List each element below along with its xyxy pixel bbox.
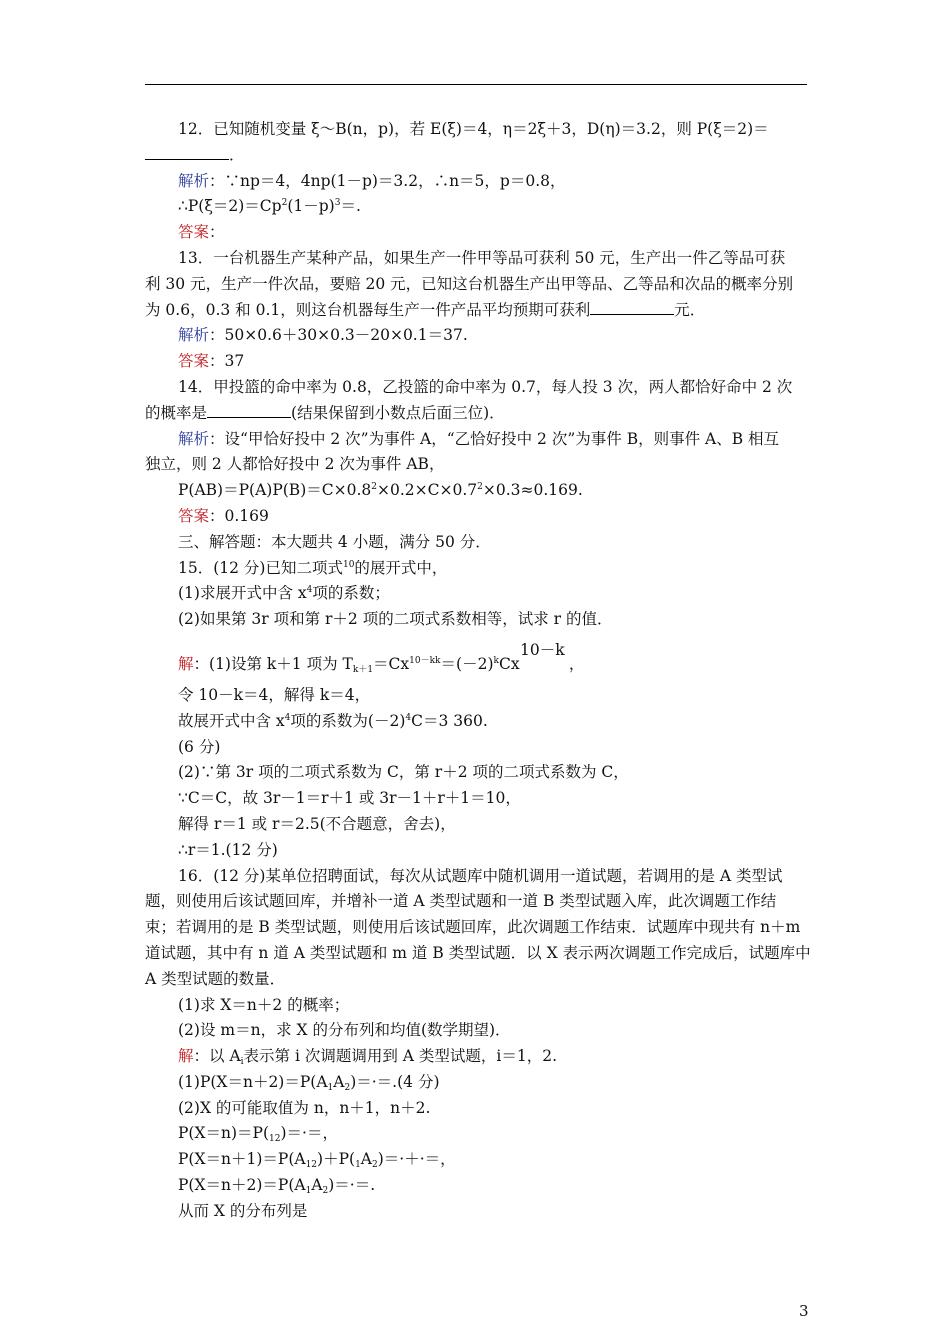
text-segment: P(X＝n)＝P( bbox=[178, 1124, 270, 1143]
text-segment: ×0.2×C×0.7 bbox=[376, 481, 478, 500]
text-line bbox=[145, 298, 807, 324]
text-line bbox=[145, 401, 807, 427]
text-segment: ： bbox=[209, 223, 225, 242]
text-segment: ：(1)设第 k＋1 项为 T bbox=[193, 654, 353, 673]
subscript: 2 bbox=[344, 1082, 351, 1093]
text-line bbox=[145, 683, 807, 709]
text-segment: 的展开式中， bbox=[354, 558, 448, 577]
text-line bbox=[145, 220, 807, 246]
text-segment: 独立，则 2 人都恰好投中 2 次为事件 AB， bbox=[145, 455, 445, 474]
text-line bbox=[145, 1173, 807, 1199]
superscript: 2 bbox=[371, 482, 377, 493]
text-segment: ． bbox=[229, 145, 245, 164]
text-segment: 题，则使用后该试题回库，并增补一道 A 类型试题和一道 B 类型试题入库，此次调题工作结 bbox=[145, 892, 777, 911]
text-line bbox=[145, 915, 807, 941]
text-segment: ：50×0.6＋30×0.3－20×0.1＝37. bbox=[209, 326, 468, 345]
text-segment: A 类型试题的数量． bbox=[145, 969, 286, 988]
subscript: 1 bbox=[355, 1160, 361, 1171]
subscript: 2 bbox=[322, 1186, 329, 1197]
text-segment: ∵C＝C，故 3r－1＝r＋1 或 3r－1＋r＋1＝10， bbox=[178, 789, 521, 808]
superscript: 4 bbox=[405, 712, 412, 723]
text-segment: 元． bbox=[674, 300, 706, 319]
section-label: 答案 bbox=[178, 352, 210, 371]
text-segment: A bbox=[311, 1176, 323, 1195]
superscript: k bbox=[493, 655, 499, 666]
text-line bbox=[145, 169, 807, 195]
text-segment: 14．甲投篮的命中率为 0.8，乙投篮的命中率为 0.7，每人投 3 次，两人都恰好命中 2 次 bbox=[178, 377, 793, 396]
text-line bbox=[145, 967, 807, 993]
superscript: 4 bbox=[306, 585, 313, 596]
superscript: 2 bbox=[477, 482, 483, 493]
text-segment: C＝3 360. bbox=[411, 711, 488, 730]
text-line bbox=[145, 272, 807, 298]
section-label: 解 bbox=[178, 1047, 194, 1066]
text-segment: ∴P(ξ＝2)＝Cp bbox=[178, 197, 282, 216]
text-line bbox=[145, 1070, 807, 1096]
text-segment: )＝·＋·＝， bbox=[377, 1150, 456, 1169]
answer-blank bbox=[207, 402, 291, 418]
text-line bbox=[145, 581, 807, 607]
section-label: 答案 bbox=[178, 506, 210, 525]
text-segment: )＝·＝.(4 分) bbox=[350, 1072, 440, 1091]
text-segment: 从而 X 的分布列是 bbox=[178, 1201, 308, 1220]
document-body bbox=[145, 117, 811, 1225]
text-line bbox=[145, 1199, 807, 1225]
text-segment: 15．(12 分)已知二项式 bbox=[178, 558, 343, 577]
text-line bbox=[145, 786, 807, 812]
text-segment: )＝·＝. bbox=[328, 1176, 376, 1195]
text-line bbox=[145, 556, 807, 582]
subscript: 12 bbox=[269, 1134, 281, 1145]
text-segment: 16．(12 分)某单位招聘面试，每次从试题库中随机调用一道试题，若调用的是 A 类型试 bbox=[178, 866, 783, 885]
text-segment: 利 30 元，生产一件次品，要赔 20 元，已知这台机器生产出甲等品、乙等品和次品的概率分别 bbox=[145, 274, 794, 293]
section-label: 解析 bbox=[178, 326, 210, 345]
text-segment: 令 10－k＝4，解得 k＝4， bbox=[178, 685, 371, 704]
text-line bbox=[145, 1044, 807, 1070]
text-segment: ＝Cx bbox=[373, 654, 410, 673]
text-line bbox=[145, 530, 807, 556]
text-segment: (2)设 m＝n，求 X 的分布列和均值(数学期望)． bbox=[178, 1021, 511, 1040]
text-line bbox=[145, 864, 807, 890]
text-segment: (1－p) bbox=[287, 197, 335, 216]
text-segment: ∴r＝1.(12 分) bbox=[178, 840, 278, 859]
text-line bbox=[145, 993, 807, 1019]
text-segment: P(AB)＝P(A)P(B)＝C×0.8 bbox=[178, 481, 372, 500]
text-line bbox=[145, 1121, 807, 1147]
text-segment: 为 0.6，0.3 和 0.1，则这台机器每生产一件产品平均预期可获利 bbox=[145, 300, 591, 319]
subscript: 2 bbox=[372, 1160, 378, 1171]
subscript: 12 bbox=[305, 1160, 318, 1171]
text-line bbox=[145, 735, 807, 761]
text-line bbox=[145, 246, 807, 272]
header-rule bbox=[145, 84, 807, 85]
section-label: 解析 bbox=[178, 171, 210, 190]
text-line bbox=[145, 607, 807, 633]
text-segment: )＝·＝， bbox=[280, 1124, 338, 1143]
subscript: 1 bbox=[327, 1082, 334, 1093]
text-line bbox=[145, 812, 807, 838]
text-line bbox=[145, 1096, 807, 1122]
text-line bbox=[145, 323, 807, 349]
subscript: 1 bbox=[305, 1186, 312, 1197]
superscript: 4 bbox=[284, 712, 291, 723]
text-line bbox=[145, 478, 807, 504]
text-segment: 表示第 i 次调题调用到 A 类型试题，i＝1，2. bbox=[243, 1047, 557, 1066]
text-segment: (结果保留到小数点后面三位)． bbox=[291, 403, 505, 422]
text-line bbox=[145, 1147, 807, 1173]
text-line bbox=[145, 117, 807, 143]
text-segment: (1)求 X＝n＋2 的概率； bbox=[178, 995, 350, 1014]
exponent-fragment: 10－k bbox=[520, 640, 565, 659]
text-segment: 解得 r＝1 或 r＝2.5(不合题意，舍去)， bbox=[178, 814, 456, 833]
text-line bbox=[145, 889, 807, 915]
text-line bbox=[145, 709, 807, 735]
text-segment: (2)∵第 3r 项的二项式系数为 C，第 r＋2 项的二项式系数为 C， bbox=[178, 763, 629, 782]
text-segment: ：37 bbox=[209, 352, 245, 371]
text-segment: 故展开式中含 x bbox=[178, 711, 285, 730]
text-segment: 束；若调用的是 B 类型试题，则使用后该试题回库，此次调题工作结束．试题库中现共有 n＋m bbox=[145, 918, 801, 937]
text-line bbox=[145, 194, 807, 220]
text-segment: 13．一台机器生产某种产品，如果生产一件甲等品可获利 50 元，生产出一件乙等品可获 bbox=[178, 248, 786, 267]
text-line bbox=[145, 143, 807, 169]
text-segment: A bbox=[360, 1150, 372, 1169]
answer-blank bbox=[590, 299, 674, 315]
text-line bbox=[145, 349, 807, 375]
section-label: 解 bbox=[178, 654, 194, 673]
subscript: i bbox=[240, 1057, 244, 1068]
text-segment: 三、解答题：本大题共 4 小题，满分 50 分． bbox=[178, 532, 491, 551]
superscript: 2 bbox=[281, 198, 288, 209]
superscript: 3 bbox=[334, 198, 341, 209]
section-label: 解析 bbox=[178, 429, 210, 448]
text-segment: P(X＝n＋1)＝P(A bbox=[178, 1150, 306, 1169]
text-segment: (2)如果第 3r 项和第 r＋2 项的二项式系数相等，试求 r 的值． bbox=[178, 610, 613, 629]
text-segment: A bbox=[333, 1072, 345, 1091]
text-segment: ：以 A bbox=[193, 1047, 241, 1066]
text-segment: 项的系数为(－2) bbox=[290, 711, 406, 730]
superscript: 10－kk bbox=[409, 655, 441, 666]
text-segment: (6 分) bbox=[178, 737, 221, 756]
text-segment: )＋P( bbox=[317, 1150, 356, 1169]
text-segment: 道试题，其中有 n 道 A 类型试题和 m 道 B 类型试题．以 X 表示两次调题工作完成后，试题库中 bbox=[145, 943, 811, 962]
text-segment: (1)P(X＝n＋2)＝P(A bbox=[178, 1072, 328, 1091]
text-segment: ＝. bbox=[340, 197, 361, 216]
text-segment: 12．已知随机变量 ξ～B(n，p)，若 E(ξ)＝4，η＝2ξ＋3，D(η)＝3.2，则 P(ξ＝2)＝ bbox=[178, 120, 769, 138]
text-segment: ：设“甲恰好投中 2 次”为事件 A，“乙恰好投中 2 次”为事件 B，则事件 A、B 相互 bbox=[209, 429, 780, 448]
text-line bbox=[145, 640, 807, 683]
text-segment: P(X＝n＋2)＝P(A bbox=[178, 1176, 306, 1195]
text-segment: Cx ， bbox=[498, 654, 585, 673]
text-segment: (2)X 的可能取值为 n，n＋1，n＋2. bbox=[178, 1098, 431, 1117]
text-line bbox=[145, 760, 807, 786]
text-line bbox=[145, 941, 811, 967]
answer-blank bbox=[145, 144, 229, 160]
text-segment: (1)求展开式中含 x bbox=[178, 584, 307, 603]
text-line bbox=[145, 1018, 807, 1044]
text-segment: ：0.169 bbox=[209, 506, 269, 525]
text-line bbox=[145, 838, 807, 864]
text-segment: ：∵np＝4，4np(1－p)＝3.2，∴n＝5，p＝0.8， bbox=[209, 171, 566, 190]
text-segment: ×0.3≈0.169. bbox=[482, 481, 583, 500]
text-line bbox=[145, 375, 807, 401]
superscript: 10 bbox=[342, 559, 355, 570]
text-segment: ＝(－2) bbox=[440, 654, 494, 673]
text-line bbox=[145, 427, 807, 453]
text-line bbox=[145, 452, 807, 478]
text-segment: 的概率是 bbox=[145, 403, 208, 422]
subscript: k＋1 bbox=[352, 664, 374, 675]
section-label: 答案 bbox=[178, 223, 210, 242]
page-number: 3 bbox=[799, 1302, 809, 1320]
text-line bbox=[145, 504, 807, 530]
text-segment: 项的系数； bbox=[312, 584, 390, 603]
